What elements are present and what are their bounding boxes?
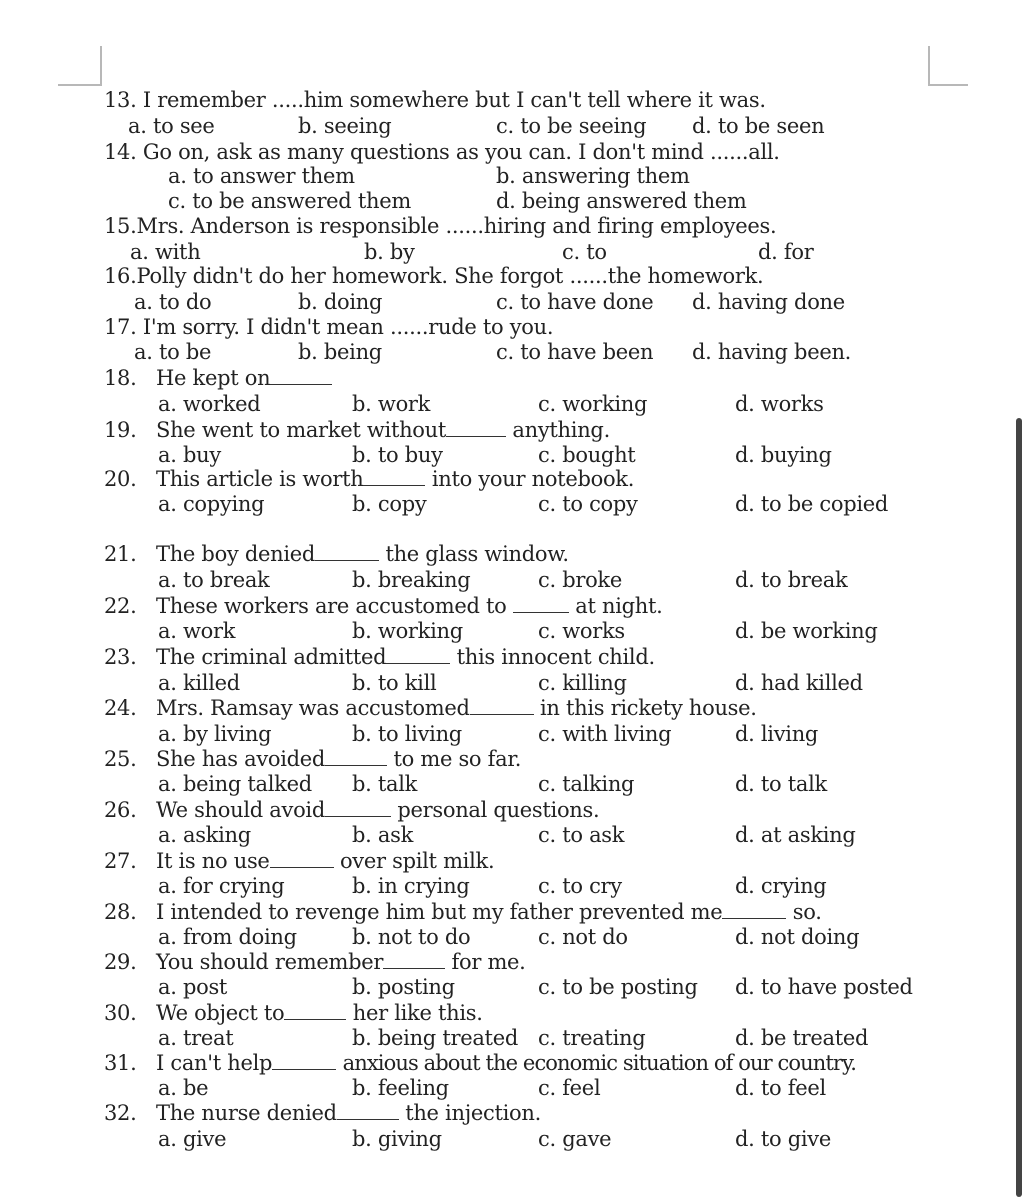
option-18d: d. works [735,392,824,416]
option-31c: c. feel [538,1076,601,1100]
option-24a: a. by living [158,722,272,746]
option-13d: d. to be seen [692,114,825,138]
option-19c: c. bought [538,443,636,467]
option-20b: b. copy [352,492,427,516]
question-29-text: You should remember [156,950,384,974]
question-30-number: 30. [104,1001,137,1025]
option-26b: b. ask [352,823,414,847]
question-18-text: He kept on [156,366,271,390]
option-23a: a. killed [158,671,240,695]
question-20 [156,467,634,491]
option-31a: a. be [158,1076,209,1100]
question-14: 14. Go on, ask as many questions as you can. I don't mind ......all. [104,140,780,164]
scrollbar[interactable] [1016,418,1022,1197]
question-23 [156,645,655,669]
option-16d: d. having done [692,290,845,314]
question-20-text-after: into your notebook. [431,467,635,491]
crop-mark-top-right-vertical [928,46,930,86]
question-19 [156,418,610,442]
option-25b: b. talk [352,772,418,796]
answer-blank-30[interactable] [284,1003,346,1020]
question-18 [156,366,332,390]
question-24-number: 24. [104,696,137,720]
option-13b: b. seeing [298,114,392,138]
option-21b: b. breaking [352,568,471,592]
question-32-text: The nurse denied [156,1101,337,1125]
question-21 [156,542,569,566]
option-20a: a. copying [158,492,265,516]
option-16a: a. to do [134,290,212,314]
question-25 [156,747,521,771]
question-27-text: It is no use [156,849,270,873]
option-13c: c. to be seeing [496,114,647,138]
option-28c: c. not do [538,925,628,949]
question-27-number: 27. [104,849,137,873]
answer-blank-23[interactable] [386,647,450,664]
option-17a: a. to be [134,340,212,364]
answer-blank-21[interactable] [315,544,379,561]
question-26-text-after: personal questions. [397,798,600,822]
question-23-number: 23. [104,645,137,669]
question-31-text-after: anxious about the economic situation of our country. [342,1051,857,1075]
option-20d: d. to be copied [735,492,889,516]
question-20-number: 20. [104,467,137,491]
option-24c: c. with living [538,722,672,746]
question-16: 16.Polly didn't do her homework. She forgot ......the homework. [104,264,764,288]
option-29b: b. posting [352,975,455,999]
option-23c: c. killing [538,671,627,695]
option-15a: a. with [130,240,201,264]
question-26-text: We should avoid [156,798,325,822]
crop-mark-top-right-horizontal [928,84,968,86]
question-30-text: We object to [156,1001,285,1025]
option-13a: a. to see [128,114,215,138]
question-22-text-after: at night. [575,594,663,618]
question-23-text: The criminal admitted [156,645,387,669]
option-26c: c. to ask [538,823,625,847]
option-32c: c. gave [538,1127,612,1151]
option-31b: b. feeling [352,1076,449,1100]
answer-blank-25[interactable] [325,749,387,766]
option-27c: c. to cry [538,874,622,898]
answer-blank-28[interactable] [722,902,786,919]
answer-blank-24[interactable] [470,698,534,715]
question-19-number: 19. [104,418,137,442]
question-26 [156,798,599,822]
question-22-text: These workers are accustomed to [156,594,507,618]
option-26a: a. asking [158,823,251,847]
question-19-text-after: anything. [512,418,610,442]
option-27a: a. for crying [158,874,285,898]
answer-blank-26[interactable] [325,800,391,817]
option-22a: a. work [158,619,236,643]
option-25a: a. being talked [158,772,312,796]
question-21-text-after: the glass window. [385,542,569,566]
option-32a: a. give [158,1127,227,1151]
question-17: 17. I'm sorry. I didn't mean ......rude to you. [104,315,554,339]
option-27b: b. in crying [352,874,470,898]
option-21c: c. broke [538,568,622,592]
question-19-text: She went to market without [156,418,447,442]
option-21a: a. to break [158,568,270,592]
question-13: 13. I remember .....him somewhere but I can't tell where it was. [104,88,766,112]
option-19a: a. buy [158,443,221,467]
option-16b: b. doing [298,290,383,314]
question-29 [156,950,526,974]
answer-blank-20[interactable] [363,469,425,486]
option-15c: c. to [562,240,607,264]
question-28-text-after: so. [792,900,822,924]
option-21d: d. to break [735,568,848,592]
question-20-text: This article is worth [156,467,364,491]
question-25-text: She has avoided [156,747,326,771]
question-31 [156,1051,856,1075]
question-24 [156,696,757,720]
question-18-number: 18. [104,366,137,390]
option-30d: d. be treated [735,1026,869,1050]
option-29c: c. to be posting [538,975,698,999]
option-14b: b. answering them [496,164,690,188]
option-14d: d. being answered them [496,189,747,213]
option-18b: b. work [352,392,431,416]
question-26-number: 26. [104,798,137,822]
option-30b: b. being treated [352,1026,518,1050]
option-28a: a. from doing [158,925,297,949]
crop-mark-top-left-horizontal [58,84,102,86]
question-31-number: 31. [104,1051,137,1075]
question-32-number: 32. [104,1101,137,1125]
question-32 [156,1101,541,1125]
answer-blank-19[interactable] [446,420,506,437]
question-25-number: 25. [104,747,137,771]
answer-blank-29[interactable] [383,952,445,969]
option-23d: d. had killed [735,671,863,695]
option-19d: d. buying [735,443,832,467]
question-22 [156,594,663,618]
option-26d: d. at asking [735,823,856,847]
answer-blank-31[interactable] [272,1053,336,1070]
option-15b: b. by [364,240,415,264]
option-18c: c. working [538,392,648,416]
answer-blank-18[interactable] [270,368,332,385]
option-22b: b. working [352,619,463,643]
question-31-text: I can't help [156,1051,273,1075]
question-22-number: 22. [104,594,137,618]
option-17c: c. to have been [496,340,654,364]
option-25c: c. talking [538,772,635,796]
option-32d: d. to give [735,1127,832,1151]
crop-mark-top-left-vertical [100,46,102,86]
option-29a: a. post [158,975,228,999]
question-24-text-after: in this rickety house. [539,696,757,720]
question-28-text: I intended to revenge him but my father prevented me [156,900,723,924]
option-30a: a. treat [158,1026,234,1050]
option-24d: d. living [735,722,819,746]
option-14a: a. to answer them [168,164,355,188]
question-27-text-after: over spilt milk. [339,849,495,873]
answer-blank-22[interactable] [513,596,569,613]
option-25d: d. to talk [735,772,827,796]
option-16c: c. to have done [496,290,654,314]
question-29-text-after: for me. [451,950,526,974]
option-17b: b. being [298,340,382,364]
option-20c: c. to copy [538,492,638,516]
option-19b: b. to buy [352,443,443,467]
question-32-text-after: the injection. [405,1101,541,1125]
question-24-text: Mrs. Ramsay was accustomed [156,696,470,720]
option-28d: d. not doing [735,925,860,949]
option-14c: c. to be answered them [168,189,411,213]
question-30 [156,1001,483,1025]
question-23-text-after: this innocent child. [456,645,655,669]
option-15d: d. for [758,240,814,264]
question-27 [156,849,494,873]
option-24b: b. to living [352,722,462,746]
option-17d: d. having been. [692,340,852,364]
question-29-number: 29. [104,950,137,974]
question-28-number: 28. [104,900,137,924]
option-29d: d. to have posted [735,975,913,999]
option-18a: a. worked [158,392,261,416]
question-25-text-after: to me so far. [393,747,522,771]
option-22c: c. works [538,619,625,643]
option-27d: d. crying [735,874,827,898]
option-31d: d. to feel [735,1076,826,1100]
question-30-text-after: her like this. [352,1001,483,1025]
question-28 [156,900,822,924]
answer-blank-27[interactable] [270,851,334,868]
option-28b: b. not to do [352,925,471,949]
question-15: 15.Mrs. Anderson is responsible ......hiring and firing employees. [104,214,777,238]
option-32b: b. giving [352,1127,442,1151]
answer-blank-32[interactable] [337,1103,399,1120]
question-21-number: 21. [104,542,137,566]
option-23b: b. to kill [352,671,437,695]
option-30c: c. treating [538,1026,646,1050]
question-21-text: The boy denied [156,542,316,566]
option-22d: d. be working [735,619,878,643]
